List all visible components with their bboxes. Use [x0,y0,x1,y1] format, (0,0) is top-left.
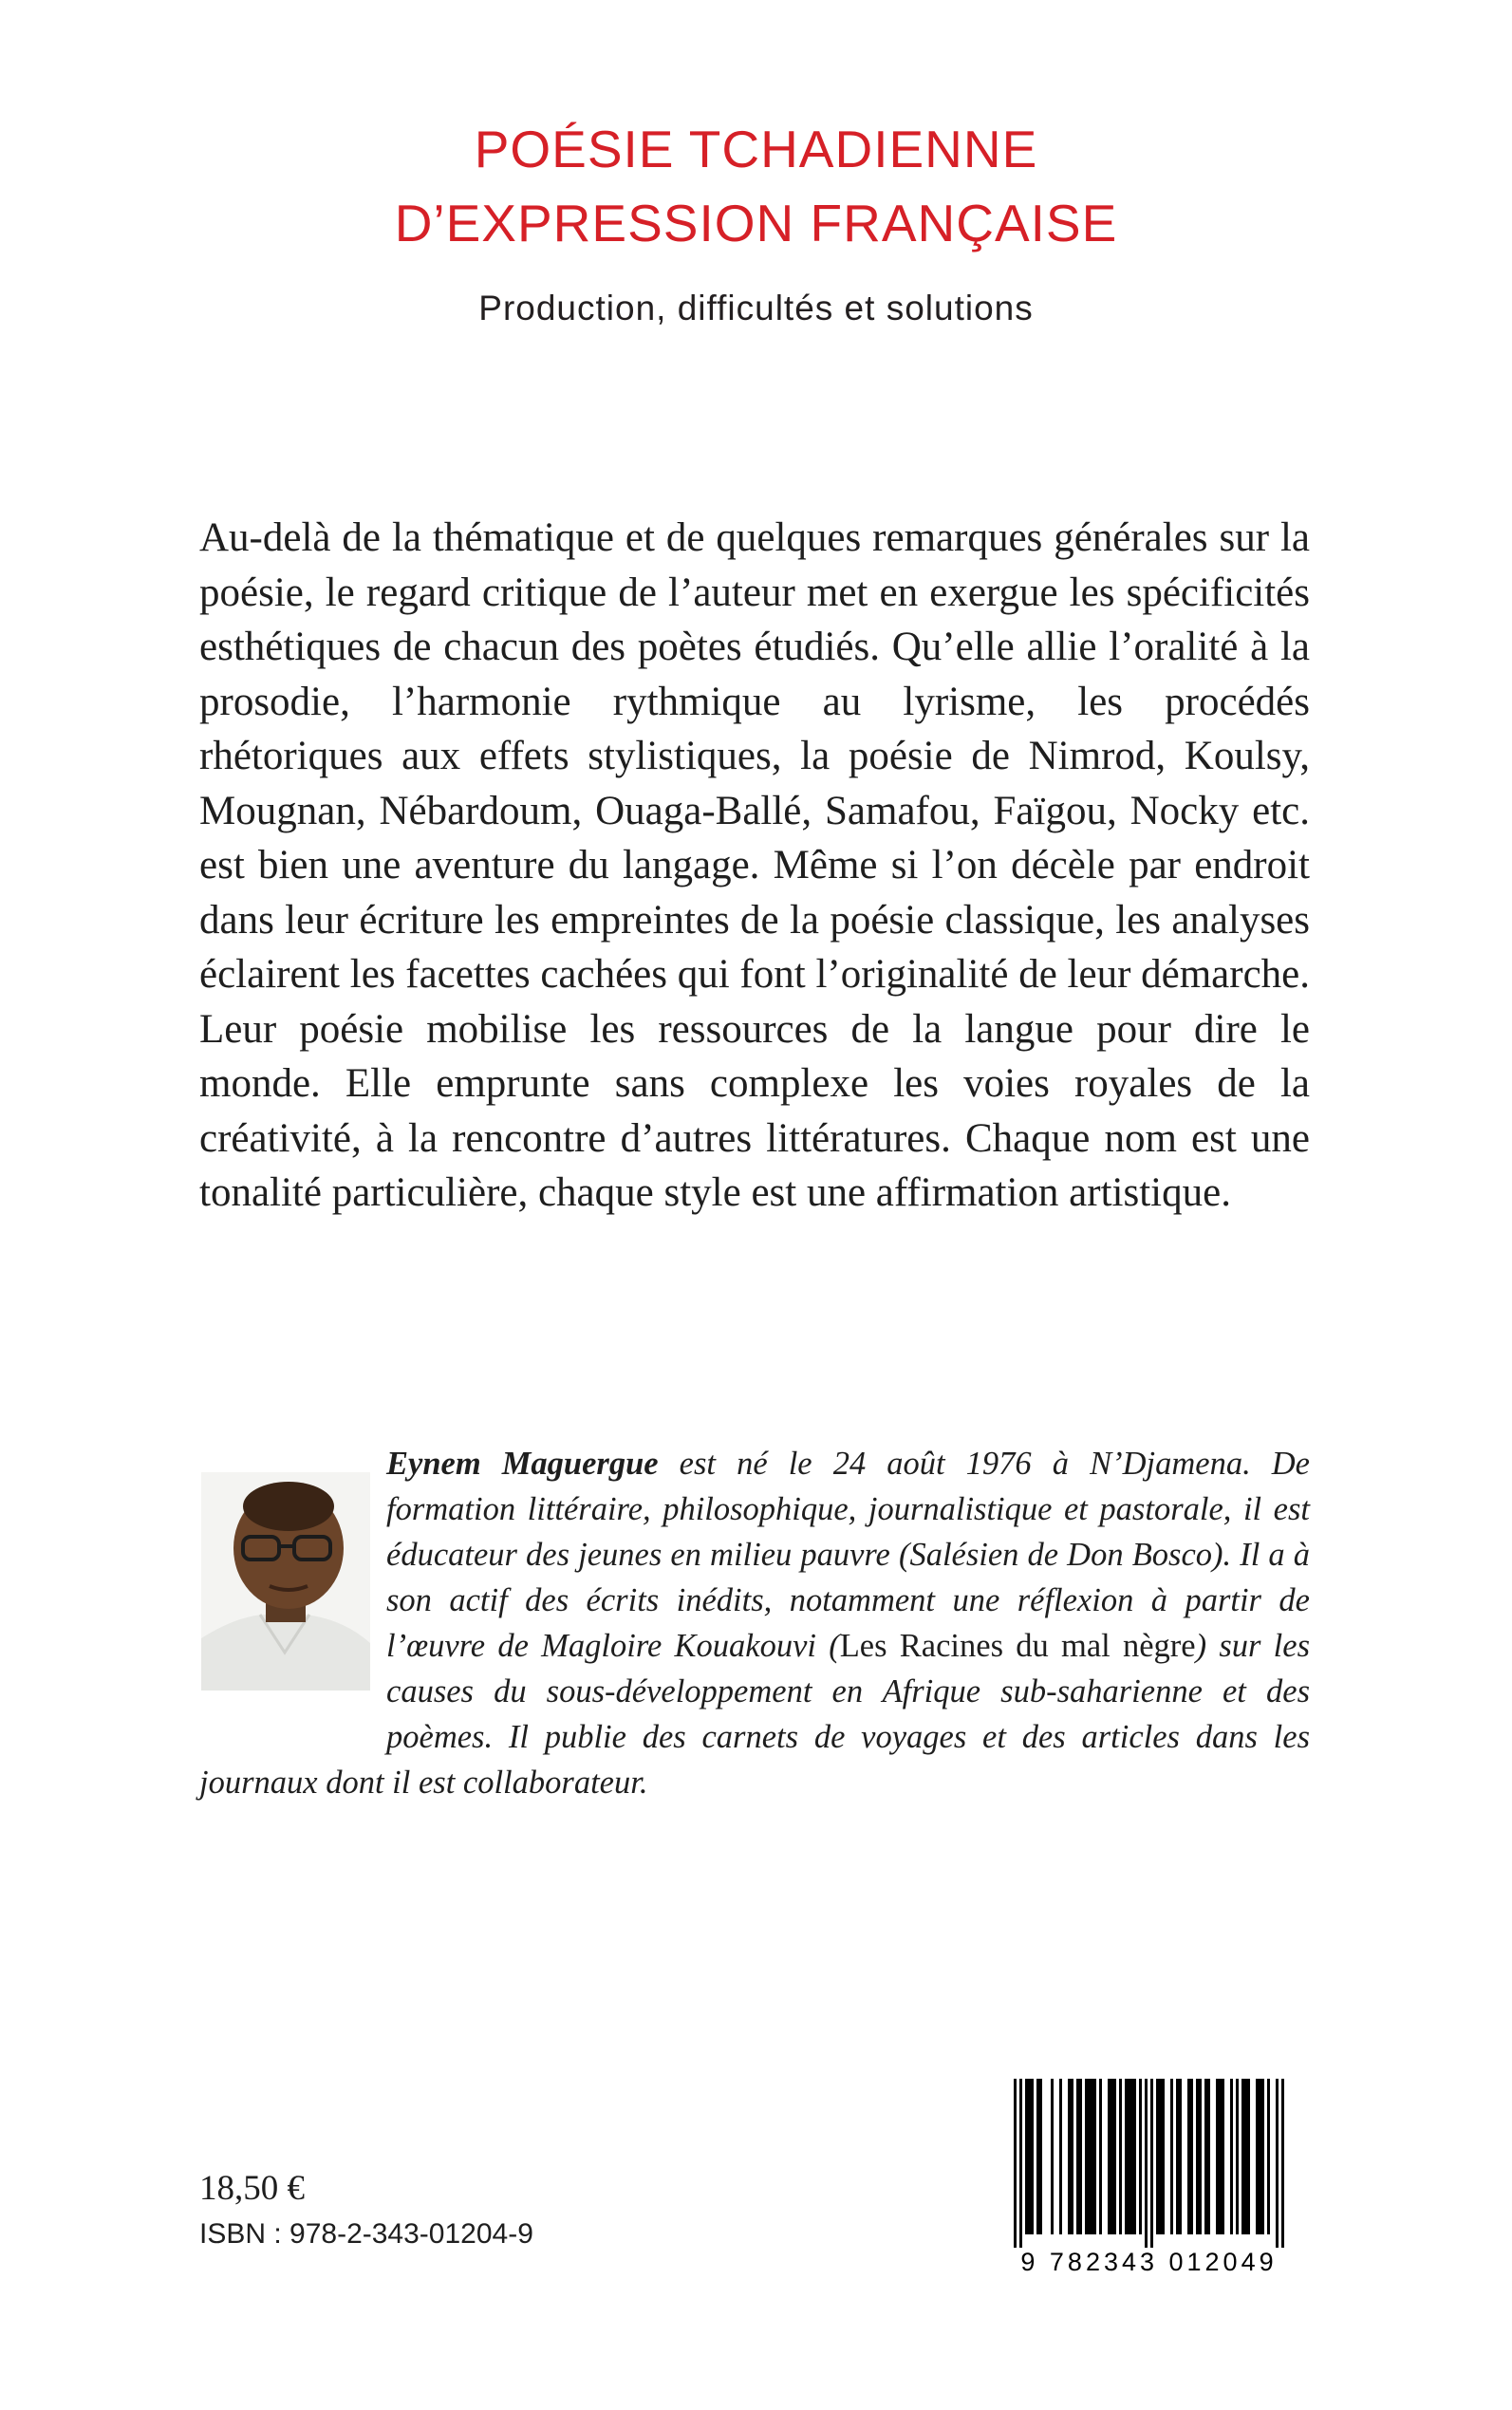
barcode-bar [1276,2079,1279,2248]
barcode-bar [1039,2079,1042,2234]
barcode-bar [1068,2079,1071,2234]
barcode-bar [1133,2079,1136,2234]
barcode-bar [1071,2079,1073,2234]
author-bio [199,1441,1310,1805]
book-title-line-1: POÉSIE TCHADIENNE [474,120,1038,178]
barcode-bar [1187,2079,1190,2234]
barcode-bar [1150,2079,1153,2248]
barcode-bar [1108,2079,1111,2234]
ean13-barcode-icon [985,2071,1313,2251]
barcode-bar [1159,2079,1162,2234]
barcode-bar [1170,2079,1173,2234]
barcode-bar [1247,2079,1250,2234]
barcode-bar [1179,2079,1182,2234]
barcode-bar [1176,2079,1179,2234]
barcode-bar [1145,2079,1148,2248]
barcode-bar [1113,2079,1116,2234]
barcode-bar [1199,2079,1202,2234]
author-name: Eynem Maguergue [386,1446,659,1482]
barcode-bar [1099,2079,1102,2234]
back-cover-blurb: Au-delà de la thématique et de quelques remarques générales sur la poésie, le regard critique de l’auteur met en exergue les spécificités esthétiques de chacun des poètes étudiés. Qu’elle allie l’oralité à la prosodie, l’harmonie rythmique au lyrisme, les procédés rhétoriques aux effets stylistiques, la poésie de Nimrod, Koulsy, Mougnan, Nébardoum, Ouaga-Ballé, Samafou, Faïgou, Nocky etc. est bien une aventure du langage. Même si l’on décèle par endroit dans leur écriture les empreintes de la poésie classique, les analyses éclairent les facettes cachées qui font l’originalité de leur démarche. Leur poésie mobilise les ressources de la langue pour dire le monde. Elle emprunte sans complexe les voies royales de la créativité, à la rencontre d’autres littératures. Chaque nom est une tonalité particulière, chaque style est une affirmation artistique. [199,515,1310,1215]
barcode-bar [1085,2079,1088,2234]
barcode-bar [1196,2079,1199,2234]
barcode-bar [1230,2079,1233,2234]
barcode-bar [1093,2079,1096,2234]
barcode-bar [1204,2079,1207,2234]
barcode-bar [1111,2079,1113,2234]
barcode-bar [1236,2079,1239,2234]
barcode-bar [1281,2079,1284,2248]
barcode-bar [1162,2079,1165,2234]
barcode-bar [1014,2079,1017,2248]
barcode [985,2071,1313,2276]
bio-text-part-1: est né le 24 août 1976 à N’Djamena. De formation littéraire, philosophique, journalistique et pastorale, il est éducateur des jeunes en milieu pauvre (Salésien de Don Bosco). Il a à son actif des écrits inédits, notamment une réflexion à partir de l’œuvre de Magloire Kouakouvi ( [386,1446,1310,1664]
isbn: ISBN : 978-2-343-01204-9 [199,2218,533,2250]
barcode-bar [1261,2079,1264,2234]
barcode-digits: 9 782343 012049 [1020,2248,1278,2276]
barcode-bar [1031,2079,1034,2234]
barcode-bar [1256,2079,1259,2234]
barcode-bar [1139,2079,1142,2234]
price: 18,50 € [199,2169,305,2208]
barcode-bar [1130,2079,1133,2234]
barcode-bar [1036,2079,1039,2234]
book-subtitle: Production, difficultés et solutions [478,289,1034,327]
barcode-bar [1259,2079,1261,2234]
barcode-bar [1059,2079,1062,2234]
barcode-bar [1128,2079,1130,2234]
barcode-bar [1244,2079,1247,2234]
photo-spacer [199,1441,386,1716]
barcode-bar [1241,2079,1244,2234]
barcode-bar [1222,2079,1224,2234]
barcode-bar [1051,2079,1054,2234]
barcode-bar [1028,2079,1031,2234]
barcode-bar [1025,2079,1028,2234]
bio-text-part-2: ) sur les causes du sous-développement en Afrique sub-saharienne et des poèmes. Il publie des carnets de voyages et des articles dans les journaux dont il est collaborateur. [199,1628,1310,1801]
barcode-bar [1088,2079,1091,2234]
book-title-line-2: D’EXPRESSION FRANÇAISE [394,194,1118,252]
book-title [0,112,1512,260]
barcode-bar [1091,2079,1093,2234]
barcode-bar [1019,2079,1022,2248]
barcode-bar [1219,2079,1222,2234]
barcode-bar [1119,2079,1122,2234]
barcode-bar [1216,2079,1219,2234]
cited-book-title: Les Racines du mal nègre [839,1628,1196,1664]
barcode-bar [1267,2079,1270,2234]
barcode-bar [1190,2079,1193,2234]
barcode-bar [1079,2079,1082,2234]
barcode-bar [1076,2079,1079,2234]
barcode-bar [1125,2079,1128,2234]
barcode-bar [1207,2079,1210,2234]
barcode-bar [1156,2079,1159,2234]
